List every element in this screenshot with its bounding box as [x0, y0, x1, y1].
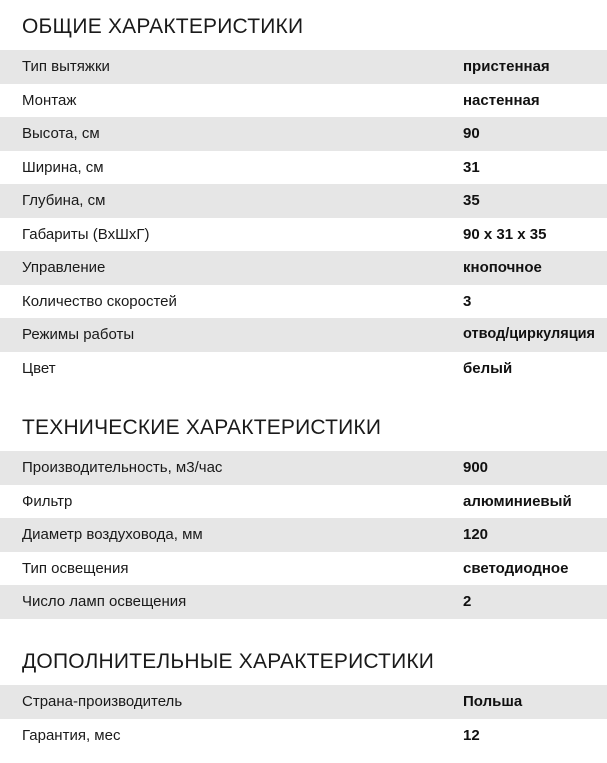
table-row [0, 117, 607, 151]
section-title: ТЕХНИЧЕСКИЕ ХАРАКТЕРИСТИКИ [22, 416, 382, 439]
spec-value: 2 [463, 593, 472, 610]
table-row [0, 451, 607, 485]
spec-table [0, 451, 607, 619]
spec-label: Цвет [22, 359, 56, 377]
spec-value: алюминиевый [463, 492, 572, 510]
spec-label: Гарантия, мес [22, 726, 121, 744]
spec-value: 12 [463, 726, 480, 744]
table-row [0, 585, 607, 619]
table-row [0, 50, 607, 84]
table-row [0, 84, 607, 118]
spec-value: 90 x 31 x 35 [463, 225, 547, 243]
spec-label: Габариты (ВхШхГ) [22, 225, 150, 243]
spec-value: 3 [463, 292, 472, 310]
spec-label: Диаметр воздуховода, мм [22, 526, 203, 543]
spec-value: Польша [463, 693, 523, 710]
table-row [0, 719, 607, 753]
table-row [0, 285, 607, 319]
table-row [0, 352, 607, 386]
spec-value: настенная [463, 91, 540, 109]
spec-label: Фильтр [22, 492, 73, 510]
spec-label: Количество скоростей [22, 292, 177, 310]
spec-label: Тип освещения [22, 559, 129, 577]
spec-label: Тип вытяжки [22, 58, 110, 75]
table-row [0, 685, 607, 719]
spec-label: Управление [22, 259, 106, 276]
table-row [0, 218, 607, 252]
spec-label: Страна-производитель [22, 693, 183, 710]
spec-label: Глубина, см [22, 192, 106, 209]
spec-value: 90 [463, 125, 480, 142]
table-row [0, 485, 607, 519]
spec-label: Производительность, м3/час [22, 459, 223, 476]
spec-value: 120 [463, 526, 489, 543]
spec-label: Число ламп освещения [22, 593, 187, 610]
spec-value: пристенная [463, 58, 550, 75]
section-title: ДОПОЛНИТЕЛЬНЫЕ ХАРАКТЕРИСТИКИ [22, 650, 435, 673]
spec-value: 35 [463, 192, 480, 209]
table-row [0, 318, 607, 352]
spec-label: Высота, см [22, 125, 100, 142]
table-row [0, 552, 607, 586]
spec-value: белый [463, 359, 513, 377]
spec-value: кнопочное [463, 259, 542, 276]
spec-value: 31 [463, 158, 480, 176]
table-row [0, 518, 607, 552]
spec-label: Монтаж [22, 91, 77, 109]
spec-value: светодиодное [463, 559, 569, 577]
spec-value: отвод/циркуляция [463, 326, 595, 342]
spec-value: 900 [463, 459, 489, 476]
spec-table [0, 50, 607, 385]
spec-label: Режимы работы [22, 326, 135, 343]
spec-table [0, 685, 607, 752]
table-row [0, 251, 607, 285]
table-row [0, 184, 607, 218]
table-row [0, 151, 607, 185]
spec-label: Ширина, см [22, 158, 104, 176]
section-title: ОБЩИЕ ХАРАКТЕРИСТИКИ [22, 15, 304, 38]
